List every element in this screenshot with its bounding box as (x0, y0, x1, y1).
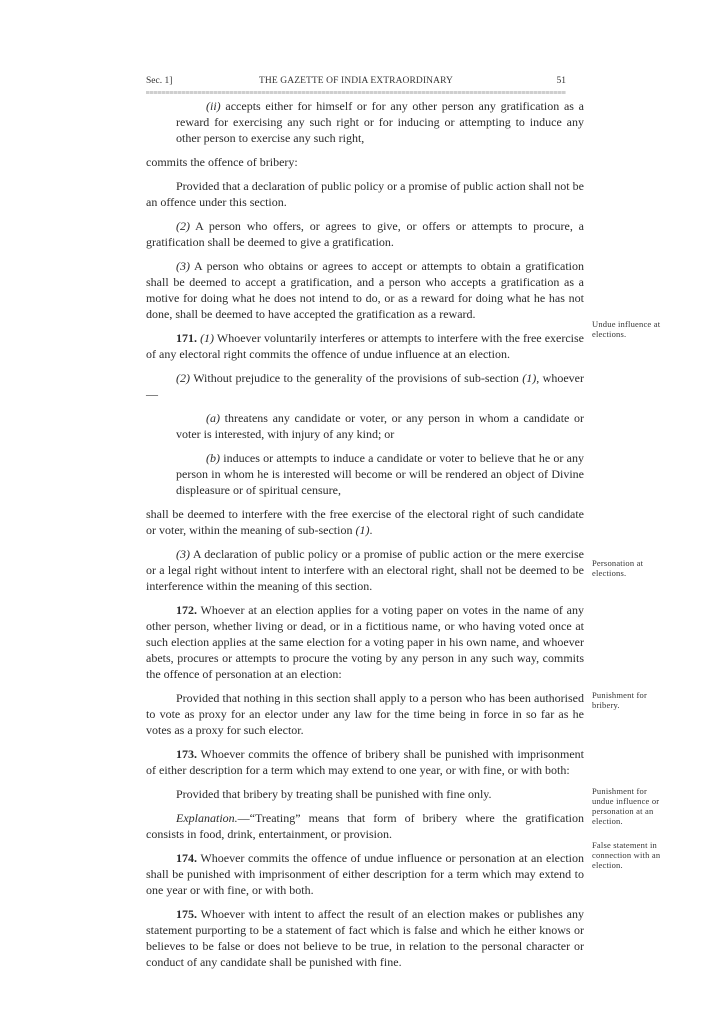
subsection-number: (2) (176, 219, 190, 233)
gazette-title: THE GAZETTE OF INDIA EXTRAORDINARY (259, 76, 453, 86)
section-171-2-b (146, 450, 584, 498)
clause-number: (a) (206, 411, 220, 425)
tail-text: shall be deemed to interfere with the free exercise of the electoral right of such candidate or voter, within the meaning of sub-section (146, 507, 584, 537)
proviso-public-policy: Provided that a declaration of public policy or a promise of public action shall not be an offence under this section. (146, 179, 584, 209)
section-172-proviso: Provided that nothing in this section shall apply to a person who has been authorised to vote as proxy for an elector under any law for the time being in force in so far as he votes as a proxy for such elector. (146, 691, 584, 737)
section-175 (146, 906, 584, 970)
subsection-2-give (146, 218, 584, 250)
clause-text: accepts either for himself or for any other person any gratification as a reward for exercising any such right or for inducing or attempting to induce any other person to exercise any such right, (176, 99, 584, 145)
subsection-text: Without prejudice to the generality of the provisions of sub-section (190, 371, 523, 385)
clause-text: threatens any candidate or voter, or any person in whom a candidate or voter is interested, with injury of any kind; or (176, 411, 584, 441)
subsection-number: (2) (176, 371, 190, 385)
clause-ii (146, 98, 584, 146)
subsection-ref: (1) (355, 523, 370, 537)
document-body (146, 98, 584, 978)
margin-note-172: Personation at elections. (592, 558, 644, 578)
subsection-text: A person who offers, or agrees to give, or offers or attempts to procure, a gratification shall be deemed to give a gratification. (146, 219, 584, 249)
page-header (146, 76, 566, 90)
margin-note-173: Punishment for bribery. (592, 690, 647, 710)
subsection-number: (3) (176, 259, 190, 273)
bribery-conclusion: commits the offence of bribery: (146, 155, 298, 169)
subsection-text: , whoever— (146, 371, 584, 401)
clause-text: induces or attempts to induce a candidate or voter to believe that he or any person in whom he is interested will become or will be rendered an object of Divine displeasure or of spiritual censure, (176, 451, 584, 497)
page-number: 51 (556, 76, 566, 86)
section-text: Whoever with intent to affect the result of an election makes or publishes any statement purporting to be a statement of fact which is false and which he either knows or believes to be false or does not believe to be true, in relation to the personal character or conduct of any candidate shall be punished with fine. (146, 907, 584, 969)
section-text: Whoever at an election applies for a voting paper on votes in the name of any other person, whether living or dead, or in a fictitious name, or who having voted once at such election applies at the same election for a voting paper in his own name, and whoever abets, procures or attempts to procure the voting by any person in any such way, commits the offence of personation at an election: (146, 603, 584, 681)
clause-number: (b) (206, 451, 220, 465)
section-171-tail (146, 506, 584, 538)
subsection-3-accept (146, 258, 584, 322)
section-171-2 (146, 370, 584, 402)
tail-text: . (369, 523, 373, 537)
section-174 (146, 850, 584, 898)
section-number: 172. (176, 603, 197, 617)
section-number: 174. (176, 851, 197, 865)
section-number: 175. (176, 907, 197, 921)
section-171-2-a (146, 410, 584, 442)
section-text: Whoever commits the offence of bribery shall be punished with imprisonment of either description for a term which may extend to one year, or with fine, or with both: (146, 747, 584, 777)
section-number: 173. (176, 747, 197, 761)
margin-note-174: Punishment for undue influence or personation at an election. (592, 786, 660, 826)
section-label: Sec. 1] (146, 76, 173, 86)
section-number: 171. (176, 331, 197, 345)
subsection-number: (1) (200, 331, 215, 345)
section-173 (146, 746, 584, 778)
explanation-label: Explanation. (176, 811, 238, 825)
clause-number: (ii) (206, 99, 221, 113)
section-171-3 (146, 546, 584, 594)
margin-note-171: Undue influence at elections. (592, 319, 661, 339)
section-173-explanation (146, 810, 584, 842)
margin-note-175: False statement in connection with an election. (592, 840, 661, 870)
subsection-text: A declaration of public policy or a promise of public action or the mere exercise or a legal right without intent to interfere with an electoral right, shall not be deemed to be interference within the meaning of this section. (146, 547, 584, 593)
section-text: Whoever commits the offence of undue influence or personation at an election shall be punished with imprisonment of either description for a term which may extend to one year or with fine, or with both. (146, 851, 584, 897)
section-text: Whoever voluntarily interferes or attempts to interfere with the free exercise of any electoral right commits the offence of undue influence at an election. (146, 331, 584, 361)
header-rule (146, 91, 566, 94)
subsection-number: (3) (176, 547, 190, 561)
section-172 (146, 602, 584, 682)
subsection-text: A person who obtains or agrees to accept or attempts to obtain a gratification shall be deemed to accept a gratification, and a person who accepts a gratification as a motive for doing what he does not intend to do, or as a reward for doing what he has not done, shall be deemed to have accepted the gratification as a reward. (146, 259, 584, 321)
subsection-ref: (1) (522, 371, 537, 385)
section-173-proviso: Provided that bribery by treating shall be punished with fine only. (176, 787, 492, 801)
section-171-1 (146, 330, 584, 362)
explanation-text: —“Treating” means that form of bribery where the gratification consists in food, drink, entertainment, or provision. (146, 811, 584, 841)
